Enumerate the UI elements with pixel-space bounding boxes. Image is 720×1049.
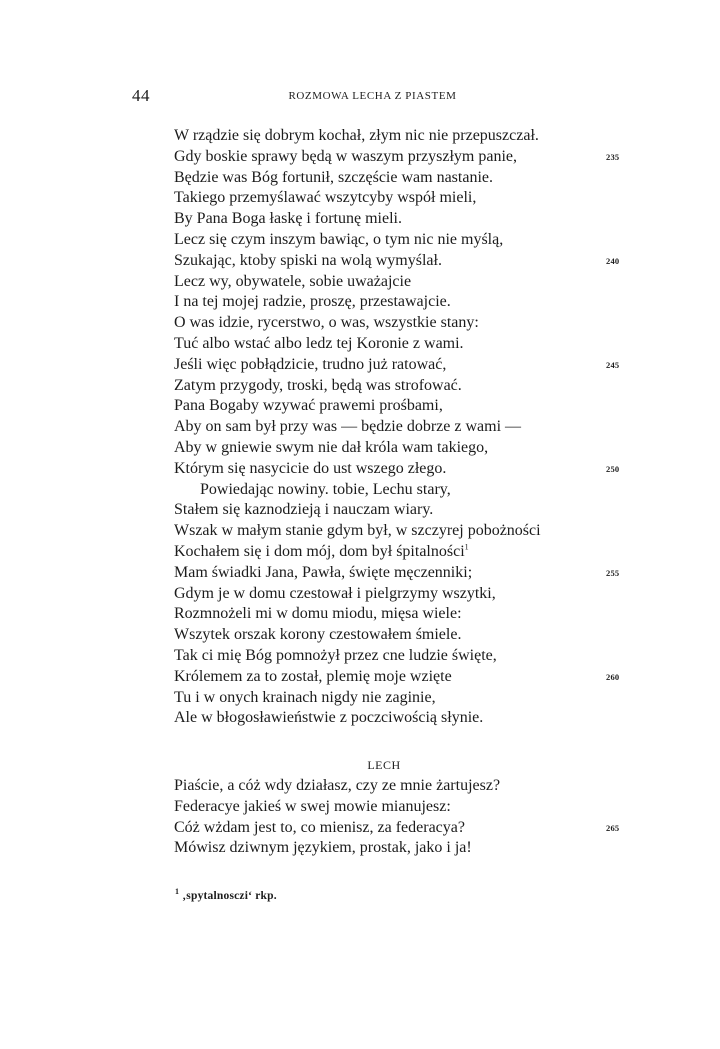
verse-text: Tak ci mię Bóg pomnożył przez cne ludzie święte, — [174, 646, 497, 664]
line-number: 265 — [606, 822, 620, 833]
verse-text: I na tej mojej radzie, proszę, przestawajcie. — [174, 293, 451, 311]
verse-line — [174, 396, 594, 417]
footnote-reference: 1 — [464, 542, 469, 552]
verse-line — [174, 334, 594, 355]
verse-text: Cóż wżdam jest to, co mienisz, za federacya? — [174, 818, 465, 836]
verse-text: W rządzie się dobrym kochał, złym nic nie przepuszczał. — [174, 127, 539, 144]
verse-line — [174, 563, 620, 584]
verse-line — [174, 209, 594, 230]
verse-line — [174, 542, 594, 563]
verse-text: Aby w gniewie swym nie dał króla wam takiego, — [174, 438, 489, 456]
verse-text: Wszytek orszak korony czestowałem śmiele. — [174, 626, 462, 644]
verse-text: Tuć albo wstać albo ledz tej Koronie z wami. — [174, 334, 464, 352]
running-head: ROZMOWA LECHA Z PIASTEM — [288, 90, 457, 102]
verse-block-main — [174, 126, 620, 729]
verse-line — [174, 292, 594, 313]
verse-line — [174, 776, 594, 797]
verse-line — [174, 147, 620, 168]
verse-text: Będzie was Bóg fortunił, szczęście wam nastanie. — [174, 168, 493, 186]
line-number: 245 — [606, 359, 620, 370]
verse-text: Tu i w onych krainach nigdy nie zaginie, — [174, 688, 436, 706]
verse-line — [174, 500, 594, 521]
verse-line — [174, 797, 594, 818]
verse-text: Ale w błogosławieństwie z poczciwością słynie. — [174, 709, 484, 727]
verse-line — [174, 272, 594, 293]
verse-text: Lecz się czym inszym bawiąc, o tym nic nie myślą, — [174, 230, 504, 248]
verse-text: Stałem się kaznodzieją i nauczam wiary. — [174, 501, 434, 519]
page-number: 44 — [132, 86, 150, 105]
verse-line — [174, 313, 594, 334]
verse-line — [174, 251, 620, 272]
verse-text: Szukając, ktoby spiski na wolą wymyślał. — [174, 251, 442, 269]
verse-line — [174, 584, 594, 605]
verse-text: Federacye jakieś w swej mowie mianujesz: — [174, 797, 451, 815]
verse-text: Takiego przemyślawać wszytcyby współ mieli, — [174, 189, 477, 207]
verse-line — [174, 646, 594, 667]
verse-text: Powiedając nowiny. tobie, Lechu stary, — [200, 480, 451, 498]
verse-line — [174, 417, 594, 438]
verse-text: Którym się nasycicie do ust wszego złego. — [174, 459, 447, 477]
verse-line — [174, 376, 594, 397]
verse-text: O was idzie, rycerstwo, o was, wszystkie stany: — [174, 314, 479, 332]
line-number: 255 — [606, 567, 620, 578]
verse-text: Aby on sam był przy was — będzie dobrze z wami — — [174, 418, 522, 436]
verse-text: Jeśli więc pobłądzicie, trudno już ratować, — [174, 355, 447, 373]
verse-text: Mówisz dziwnym językiem, prostak, jako i ja! — [174, 839, 472, 857]
verse-line — [174, 667, 620, 688]
verse-line — [174, 438, 594, 459]
verse-text: Mam świadki Jana, Pawła, święte męczenniki; — [174, 563, 473, 581]
verse-text: Rozmnożeli mi w domu miodu, mięsa wiele: — [174, 605, 462, 623]
verse-line — [174, 708, 594, 729]
verse-line — [174, 230, 594, 251]
verse-line — [174, 126, 594, 147]
line-number: 250 — [606, 463, 620, 474]
verse-line — [174, 459, 620, 480]
line-number: 260 — [606, 671, 620, 682]
line-number: 240 — [606, 255, 620, 266]
verse-line — [174, 604, 594, 625]
verse-text: By Pana Boga łaskę i fortunę mieli. — [174, 210, 402, 228]
verse-text: Królemem za to został, plemię moje wzięte — [174, 667, 452, 685]
verse-text: Kochałem się i dom mój, dom był śpitalności — [174, 542, 465, 560]
verse-line — [174, 838, 594, 859]
verse-line — [174, 521, 594, 542]
verse-text: Gdym je w domu czestował i pielgrzymy wszytki, — [174, 584, 496, 602]
verse-text: Lecz wy, obywatele, sobie uważajcie — [174, 272, 412, 290]
verse-text: Piaście, a cóż wdy działasz, czy ze mnie żartujesz? — [174, 777, 501, 794]
verse-text: Gdy boskie sprawy będą w waszym przyszłym panie, — [174, 147, 518, 165]
verse-line — [174, 688, 594, 709]
speaker-label: LECH — [367, 758, 401, 772]
footnote-marker: 1 — [175, 887, 180, 897]
verse-line — [174, 818, 620, 839]
verse-line — [174, 355, 620, 376]
verse-block-lech — [174, 776, 620, 859]
footnote — [175, 887, 277, 902]
verse-text: Pana Bogaby wzywać prawemi prośbami, — [174, 397, 443, 415]
footnote-text: ‚spytalnosczi‘ rkp. — [182, 890, 277, 902]
verse-line — [174, 168, 594, 189]
verse-line — [174, 188, 594, 209]
verse-text: Zatym przygody, troski, będą was strofować. — [174, 376, 462, 394]
verse-line — [174, 480, 594, 501]
verse-line — [174, 625, 594, 646]
verse-text: Wszak w małym stanie gdym był, w szczyrej pobożności — [174, 522, 541, 540]
line-number: 235 — [606, 151, 620, 162]
